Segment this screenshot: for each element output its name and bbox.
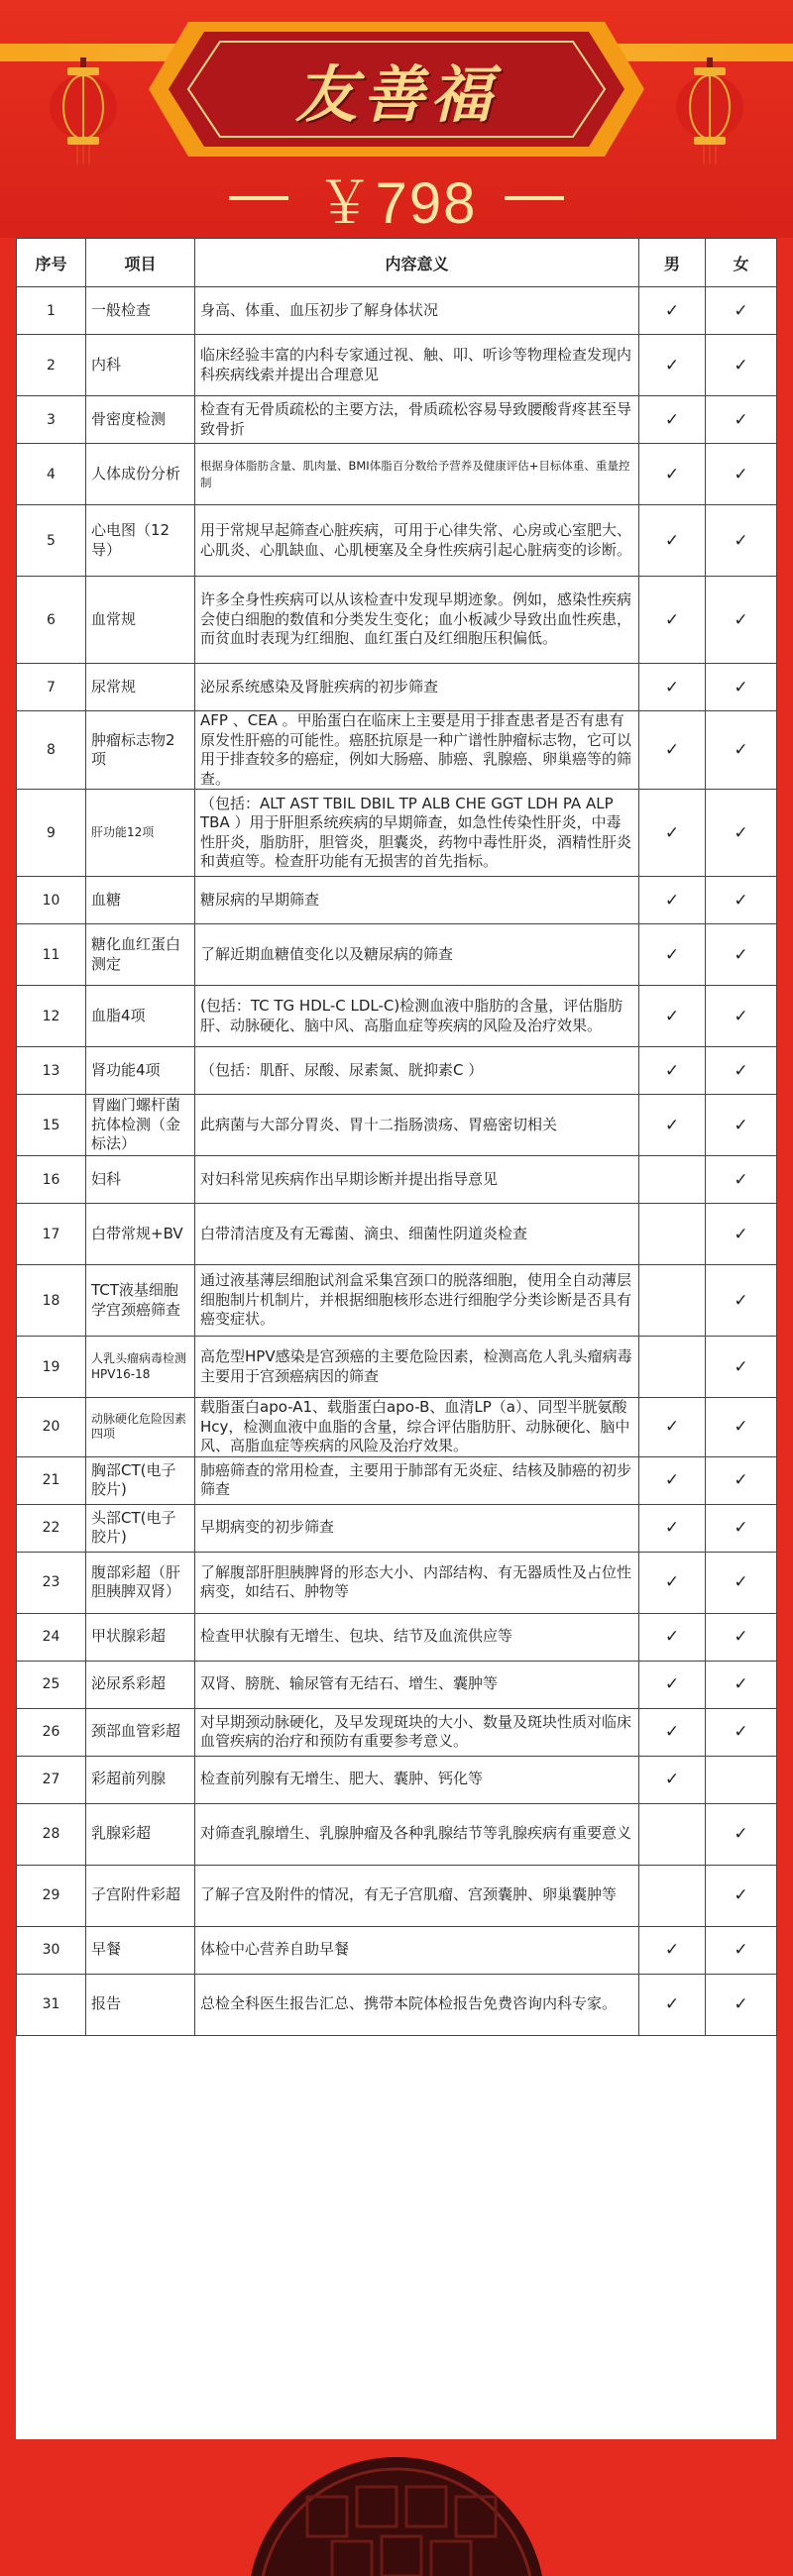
row-number: 25: [17, 1661, 86, 1708]
row-number: 7: [17, 664, 86, 711]
lantern-left-icon: [44, 57, 123, 166]
table-row: [17, 1708, 777, 1756]
row-description: 通过液基薄层细胞试剂盒采集宫颈口的脱落细胞，使用全自动薄层细胞制片机制片，并根据细胞核形态进行细胞学分类诊断是否具有癌变症状。: [195, 1265, 639, 1337]
table-row: [17, 1552, 777, 1613]
row-number: 12: [17, 986, 86, 1047]
column-header-desc: 内容意义: [195, 239, 639, 287]
table-row: [17, 1047, 777, 1095]
table-row: [17, 1204, 777, 1265]
table-row: [17, 877, 777, 924]
table-header-row: [17, 239, 777, 287]
row-item: 尿常规: [86, 664, 195, 711]
row-male-check: ✓: [639, 1974, 706, 2035]
row-item: 腹部彩超（肝胆胰脾双肾）: [86, 1552, 195, 1613]
row-female-check: ✓: [706, 1708, 777, 1756]
title-banner: [149, 22, 644, 157]
table-row: [17, 986, 777, 1047]
row-number: 15: [17, 1095, 86, 1156]
row-female-check: [706, 1756, 777, 1803]
row-item: 一般检查: [86, 287, 195, 335]
row-description: 体检中心营养自助早餐: [195, 1926, 639, 1974]
row-male-check: ✓: [639, 1456, 706, 1504]
price-row: [0, 162, 793, 234]
row-number: 5: [17, 505, 86, 577]
column-header-male: 男: [639, 239, 706, 287]
lantern-right-icon: [670, 57, 749, 166]
row-male-check: [639, 1337, 706, 1398]
row-female-check: ✓: [706, 790, 777, 877]
row-item: 早餐: [86, 1926, 195, 1974]
row-description: 检查甲状腺有无增生、包块、结节及血流供应等: [195, 1613, 639, 1661]
row-number: 30: [17, 1926, 86, 1974]
row-number: 22: [17, 1504, 86, 1552]
column-header-no: 序号: [17, 239, 86, 287]
table-row: [17, 1456, 777, 1504]
row-number: 13: [17, 1047, 86, 1095]
row-male-check: ✓: [639, 1504, 706, 1552]
row-item: 血糖: [86, 877, 195, 924]
row-item: 妇科: [86, 1156, 195, 1204]
row-number: 19: [17, 1337, 86, 1398]
row-female-check: ✓: [706, 1456, 777, 1504]
row-number: 26: [17, 1708, 86, 1756]
row-female-check: ✓: [706, 664, 777, 711]
row-description: 此病菌与大部分胃炎、胃十二指肠溃疡、胃癌密切相关: [195, 1095, 639, 1156]
row-description: 用于常规早起筛查心脏疾病，可用于心律失常、心房或心室肥大、心肌炎、心肌缺血、心肌梗塞及全身性疾病引起心脏病变的诊断。: [195, 505, 639, 577]
table-row: [17, 1265, 777, 1337]
exam-table: [16, 238, 777, 2036]
row-description: （包括：ALT AST TBIL DBIL TP ALB CHE GGT LDH PA ALP TBA ）用于肝胆系统疾病的早期筛查，如急性传染性肝炎，中毒性肝炎，脂肪肝，胆管炎，胆囊炎，药物中毒性肝炎，酒精性肝炎和黄疸等。检查肝功能有无损害的首先指标。: [195, 790, 639, 877]
row-male-check: ✓: [639, 396, 706, 444]
row-description: 临床经验丰富的内科专家通过视、触、叩、听诊等物理检查发现内科疾病线索并提出合理意见: [195, 335, 639, 396]
row-female-check: ✓: [706, 335, 777, 396]
row-female-check: ✓: [706, 1613, 777, 1661]
row-description: 总检全科医生报告汇总、携带本院体检报告免费咨询内科专家。: [195, 1974, 639, 2035]
row-description: 了解子宫及附件的情况，有无子宫肌瘤、宫颈囊肿、卵巢囊肿等: [195, 1865, 639, 1926]
row-description: 检查前列腺有无增生、肥大、囊肿、钙化等: [195, 1756, 639, 1803]
row-female-check: ✓: [706, 1156, 777, 1204]
row-number: 28: [17, 1803, 86, 1865]
row-item: 心电图（12导）: [86, 505, 195, 577]
row-description: 糖尿病的早期筛查: [195, 877, 639, 924]
row-male-check: [639, 1865, 706, 1926]
row-description: 泌尿系统感染及肾脏疾病的初步筛查: [195, 664, 639, 711]
row-male-check: ✓: [639, 1552, 706, 1613]
row-description: 载脂蛋白apo-A1、载脂蛋白apo-B、血清LP（a）、同型半胱氨酸Hcy，检测血液中血脂的含量，综合评估脂肪肝、动脉硬化、脑中风、高脂血症等疾病的风险及治疗效果。: [195, 1398, 639, 1457]
row-item: 头部CT(电子胶片): [86, 1504, 195, 1552]
row-item: 报告: [86, 1974, 195, 2035]
row-female-check: ✓: [706, 1926, 777, 1974]
row-male-check: [639, 1265, 706, 1337]
row-number: 20: [17, 1398, 86, 1457]
row-number: 3: [17, 396, 86, 444]
row-female-check: ✓: [706, 711, 777, 790]
row-description: 早期病变的初步筛查: [195, 1504, 639, 1552]
row-male-check: ✓: [639, 287, 706, 335]
row-description: 身高、体重、血压初步了解身体状况: [195, 287, 639, 335]
row-number: 31: [17, 1974, 86, 2035]
table-row: [17, 1613, 777, 1661]
row-description: 对早期颈动脉硬化，及早发现斑块的大小、数量及斑块性质对临床血管疾病的治疗和预防有重要参考意义。: [195, 1708, 639, 1756]
row-female-check: ✓: [706, 924, 777, 986]
row-male-check: ✓: [639, 1613, 706, 1661]
row-item: 白带常规+BV: [86, 1204, 195, 1265]
price-line-right: [505, 196, 564, 200]
row-description: 对妇科常见疾病作出早期诊断并提出指导意见: [195, 1156, 639, 1204]
row-male-check: ✓: [639, 924, 706, 986]
table-row: [17, 1756, 777, 1803]
row-item: 人体成份分析: [86, 444, 195, 505]
table-row: [17, 924, 777, 986]
row-male-check: ✓: [639, 986, 706, 1047]
row-male-check: ✓: [639, 1661, 706, 1708]
table-row: [17, 1803, 777, 1865]
row-number: 27: [17, 1756, 86, 1803]
page-title: 友善福: [294, 58, 498, 131]
row-female-check: ✓: [706, 577, 777, 664]
table-row: [17, 287, 777, 335]
row-description: 对筛查乳腺增生、乳腺肿瘤及各种乳腺结节等乳腺疾病有重要意义: [195, 1803, 639, 1865]
row-description: 双肾、膀胱、输尿管有无结石、增生、囊肿等: [195, 1661, 639, 1708]
row-male-check: ✓: [639, 877, 706, 924]
row-male-check: ✓: [639, 577, 706, 664]
row-item: TCT液基细胞学宫颈癌筛查: [86, 1265, 195, 1337]
row-female-check: ✓: [706, 1047, 777, 1095]
price-line-left: [229, 196, 288, 200]
row-item: 内科: [86, 335, 195, 396]
row-female-check: ✓: [706, 1803, 777, 1865]
table-row: [17, 505, 777, 577]
row-female-check: ✓: [706, 505, 777, 577]
row-description: 了解腹部肝胆胰脾肾的形态大小、内部结构、有无器质性及占位性病变，如结石、肿物等: [195, 1552, 639, 1613]
row-female-check: ✓: [706, 396, 777, 444]
row-male-check: [639, 1156, 706, 1204]
row-number: 23: [17, 1552, 86, 1613]
exam-table-container: [16, 238, 776, 2439]
row-number: 8: [17, 711, 86, 790]
row-description: 高危型HPV感染是宫颈癌的主要危险因素，检测高危人乳头瘤病毒主要用于宫颈癌病因的筛查: [195, 1337, 639, 1398]
row-number: 10: [17, 877, 86, 924]
row-female-check: ✓: [706, 1552, 777, 1613]
table-row: [17, 577, 777, 664]
column-header-item: 项目: [86, 239, 195, 287]
row-female-check: ✓: [706, 287, 777, 335]
table-row: [17, 1156, 777, 1204]
table-row: [17, 1504, 777, 1552]
table-row: [17, 711, 777, 790]
row-number: 16: [17, 1156, 86, 1204]
row-description: 检查有无骨质疏松的主要方法，骨质疏松容易导致腰酸背疼甚至导致骨折: [195, 396, 639, 444]
row-description: 许多全身性疾病可以从该检查中发现早期迹象。例如，感染性疾病会使白细胞的数值和分类发生变化；血小板减少导致出血性疾患，而贫血时表现为红细胞、血红蛋白及红细胞压积偏低。: [195, 577, 639, 664]
row-number: 17: [17, 1204, 86, 1265]
table-body: [17, 287, 777, 2036]
row-number: 4: [17, 444, 86, 505]
row-description: AFP 、CEA 。甲胎蛋白在临床上主要是用于排查患者是否有患有原发性肝癌的可能性。癌胚抗原是一种广谱性肿瘤标志物，它可以用于排查较多的癌症，例如大肠癌、肺癌、乳腺癌、卵巢癌等的筛查。: [195, 711, 639, 790]
row-description: （包括：肌酐、尿酸、尿素氮、胱抑素C ）: [195, 1047, 639, 1095]
row-item: 泌尿系彩超: [86, 1661, 195, 1708]
table-row: [17, 1926, 777, 1974]
row-male-check: ✓: [639, 664, 706, 711]
row-description: 根据身体脂肪含量、肌肉量、BMI体脂百分数给予营养及健康评估+目标体重、重量控制: [195, 444, 639, 505]
row-item: 糖化血红蛋白测定: [86, 924, 195, 986]
table-row: [17, 1398, 777, 1457]
row-male-check: ✓: [639, 1926, 706, 1974]
row-female-check: ✓: [706, 444, 777, 505]
row-female-check: ✓: [706, 1095, 777, 1156]
row-item: 人乳头瘤病毒检测HPV16-18: [86, 1337, 195, 1398]
row-number: 9: [17, 790, 86, 877]
row-number: 6: [17, 577, 86, 664]
row-item: 骨密度检测: [86, 396, 195, 444]
row-number: 24: [17, 1613, 86, 1661]
table-row: [17, 396, 777, 444]
row-description: 白带清洁度及有无霉菌、滴虫、细菌性阴道炎检查: [195, 1204, 639, 1265]
row-item: 彩超前列腺: [86, 1756, 195, 1803]
row-number: 11: [17, 924, 86, 986]
table-row: [17, 1661, 777, 1708]
row-description: 肺癌筛查的常用检查，主要用于肺部有无炎症、结核及肺癌的初步筛查: [195, 1456, 639, 1504]
table-row: [17, 790, 777, 877]
price-label: ￥798: [315, 171, 478, 236]
row-male-check: ✓: [639, 790, 706, 877]
row-female-check: ✓: [706, 1337, 777, 1398]
row-male-check: ✓: [639, 1398, 706, 1457]
row-female-check: ✓: [706, 1398, 777, 1457]
row-item: 子宫附件彩超: [86, 1865, 195, 1926]
bottom-ornament-icon: [248, 2457, 545, 2576]
row-male-check: ✓: [639, 444, 706, 505]
row-item: 血脂4项: [86, 986, 195, 1047]
table-row: [17, 1865, 777, 1926]
row-number: 1: [17, 287, 86, 335]
row-male-check: ✓: [639, 1708, 706, 1756]
row-female-check: ✓: [706, 1504, 777, 1552]
row-description: 了解近期血糖值变化以及糖尿病的筛查: [195, 924, 639, 986]
row-female-check: ✓: [706, 1204, 777, 1265]
row-item: 肿瘤标志物2项: [86, 711, 195, 790]
column-header-female: 女: [706, 239, 777, 287]
table-row: [17, 1974, 777, 2035]
row-number: 18: [17, 1265, 86, 1337]
row-male-check: [639, 1204, 706, 1265]
row-male-check: ✓: [639, 1756, 706, 1803]
table-row: [17, 1095, 777, 1156]
row-number: 21: [17, 1456, 86, 1504]
row-female-check: ✓: [706, 877, 777, 924]
row-item: 颈部血管彩超: [86, 1708, 195, 1756]
table-row: [17, 335, 777, 396]
row-male-check: [639, 1803, 706, 1865]
row-male-check: ✓: [639, 335, 706, 396]
row-item: 甲状腺彩超: [86, 1613, 195, 1661]
row-female-check: ✓: [706, 1265, 777, 1337]
row-item: 胃幽门螺杆菌抗体检测（金标法）: [86, 1095, 195, 1156]
row-male-check: ✓: [639, 711, 706, 790]
row-male-check: ✓: [639, 505, 706, 577]
row-item: 肝功能12项: [86, 790, 195, 877]
row-female-check: ✓: [706, 1661, 777, 1708]
table-row: [17, 664, 777, 711]
row-male-check: ✓: [639, 1047, 706, 1095]
row-description: (包括：TC TG HDL-C LDL-C)检测血液中脂肪的含量，评估脂肪肝、动脉硬化、脑中风、高脂血症等疾病的风险及治疗效果。: [195, 986, 639, 1047]
row-item: 动脉硬化危险因素四项: [86, 1398, 195, 1457]
row-item: 乳腺彩超: [86, 1803, 195, 1865]
row-female-check: ✓: [706, 986, 777, 1047]
row-female-check: ✓: [706, 1974, 777, 2035]
row-number: 2: [17, 335, 86, 396]
row-item: 胸部CT(电子胶片): [86, 1456, 195, 1504]
table-row: [17, 1337, 777, 1398]
row-item: 肾功能4项: [86, 1047, 195, 1095]
table-row: [17, 444, 777, 505]
row-number: 29: [17, 1865, 86, 1926]
row-item: 血常规: [86, 577, 195, 664]
row-male-check: ✓: [639, 1095, 706, 1156]
row-female-check: ✓: [706, 1865, 777, 1926]
